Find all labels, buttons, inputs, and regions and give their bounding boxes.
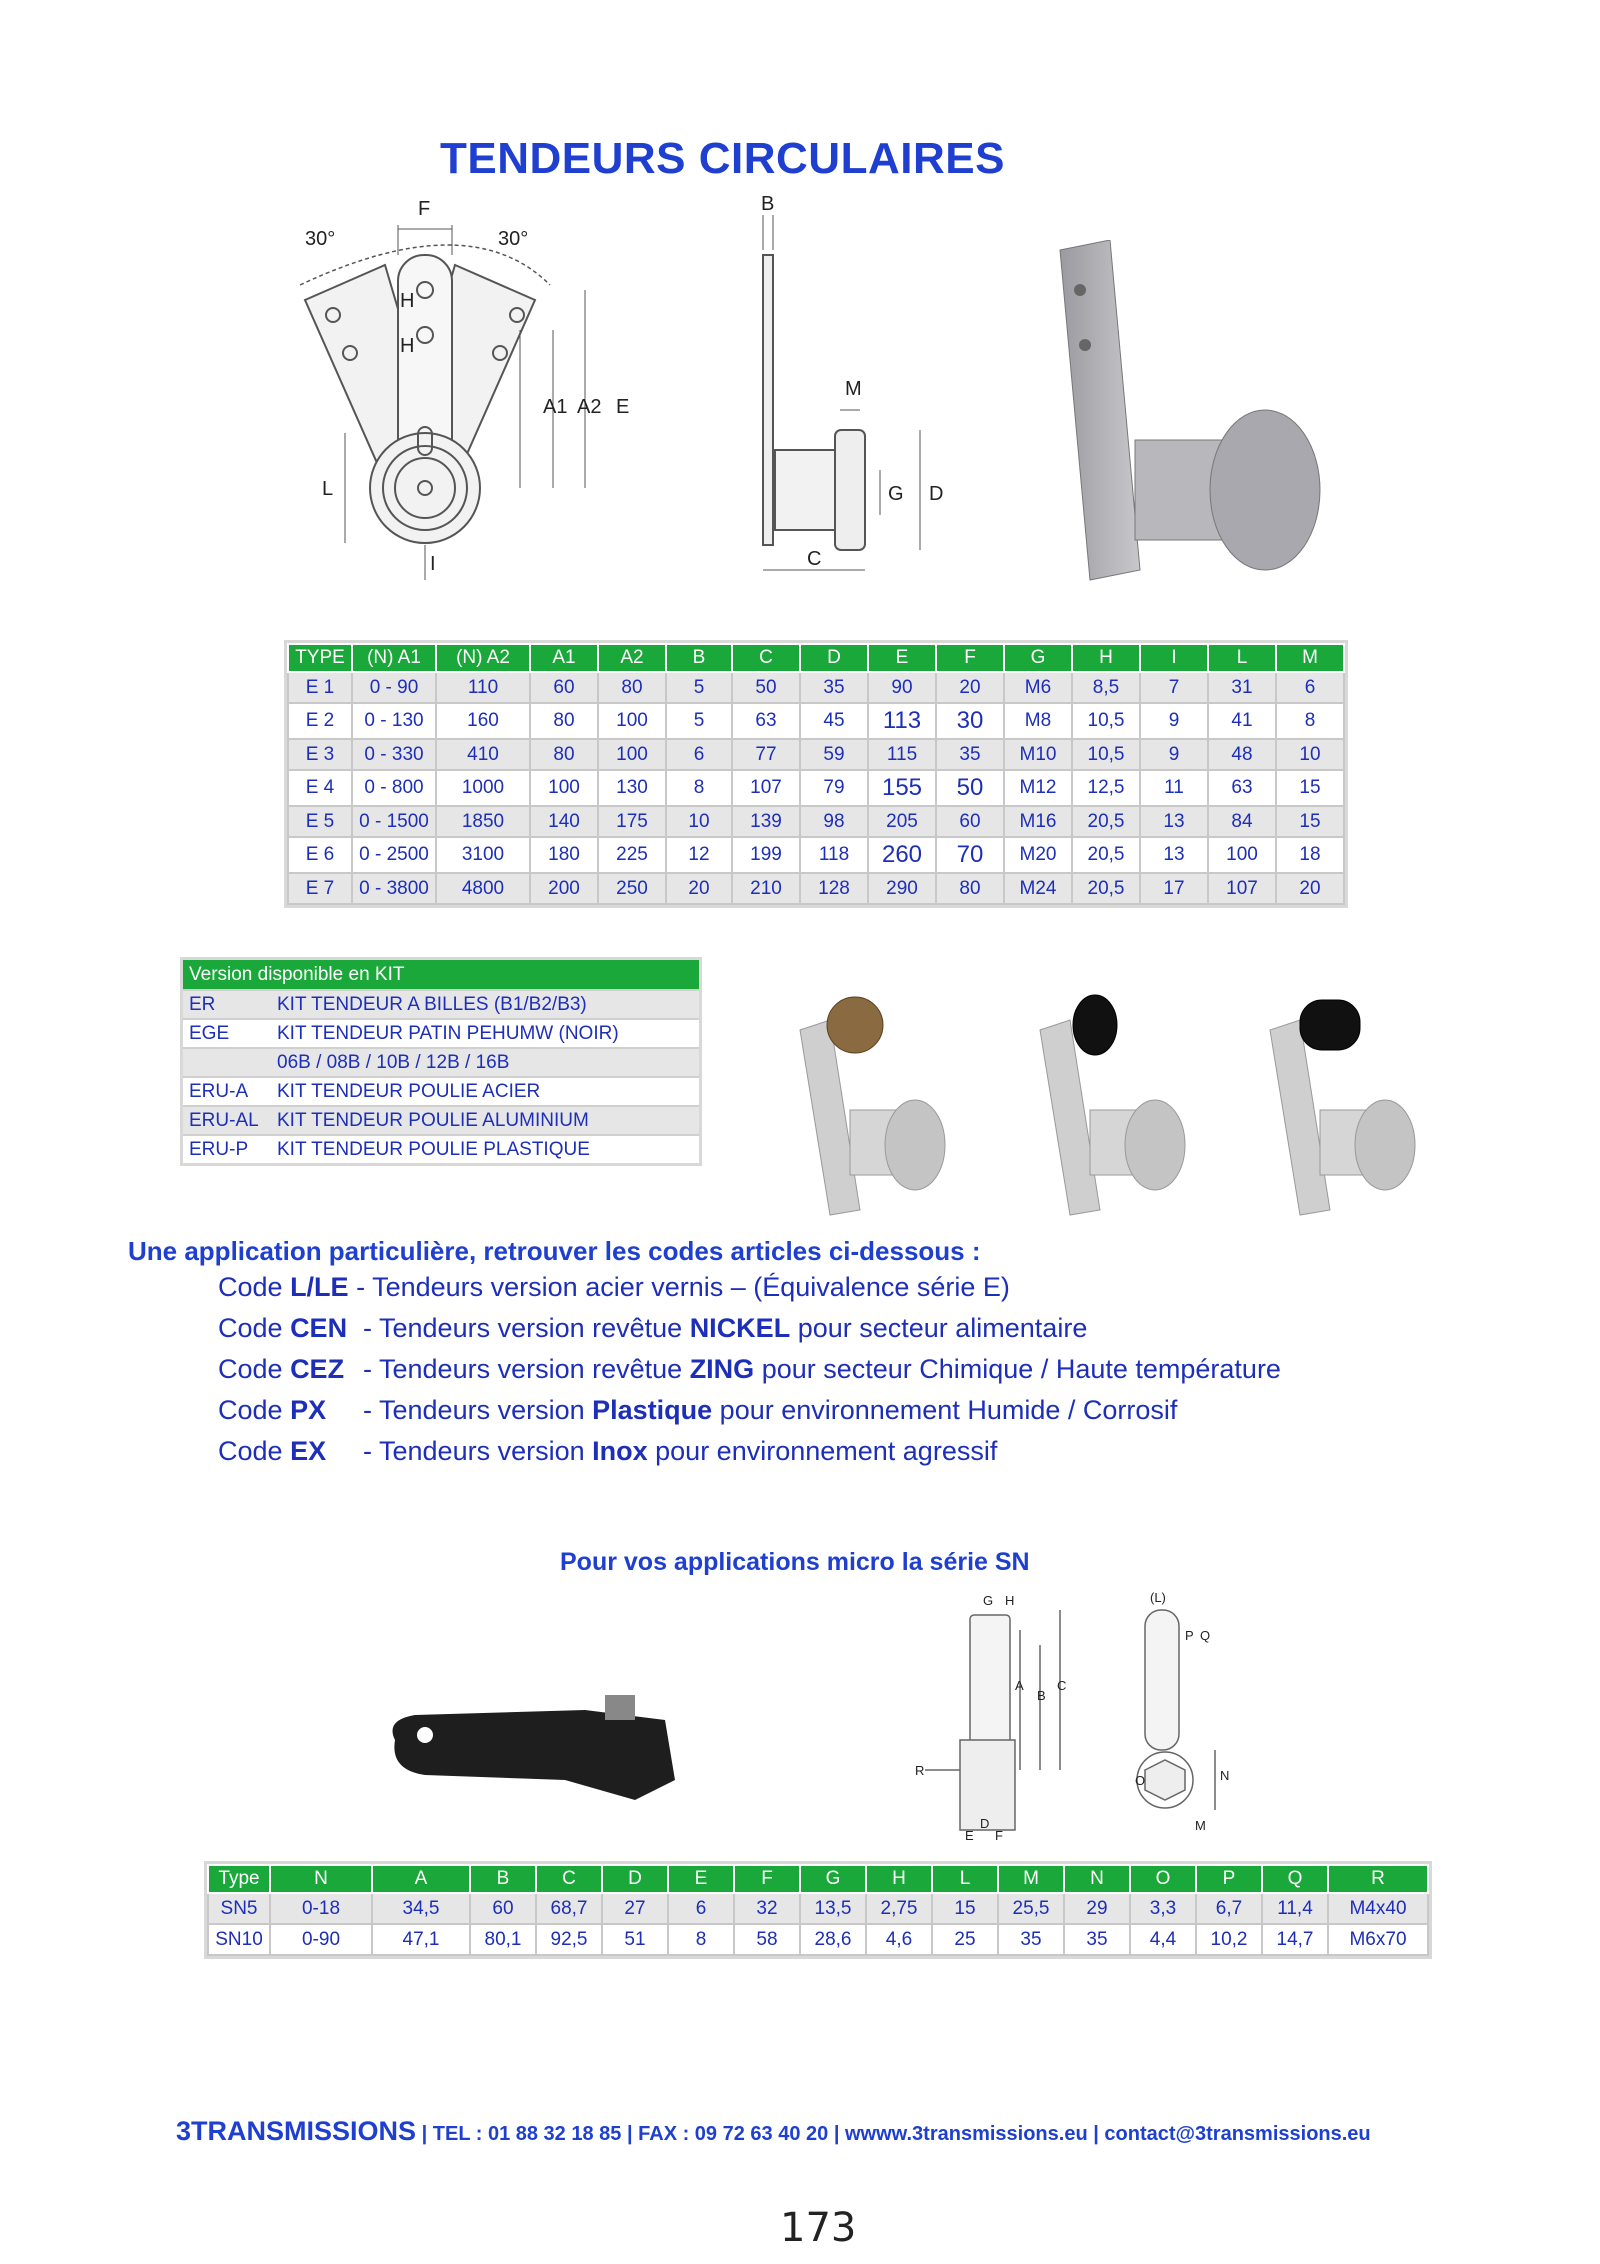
column-header: N — [270, 1865, 372, 1893]
table-cell: 10 — [666, 806, 732, 837]
sn-drawing-label: R — [915, 1763, 925, 1778]
table-cell: E 6 — [288, 837, 352, 873]
table-cell: 130 — [598, 770, 666, 806]
table-cell: 4,6 — [866, 1924, 932, 1955]
kit-row — [183, 1019, 699, 1048]
table-cell: 60 — [530, 672, 598, 703]
column-header: M — [998, 1865, 1064, 1893]
table-cell: 10 — [1276, 739, 1344, 770]
article-code: CEZ — [290, 1354, 345, 1384]
table-cell: 100 — [1208, 837, 1276, 873]
column-header: TYPE — [288, 644, 352, 672]
article-code: EX — [290, 1436, 327, 1466]
column-header: A2 — [598, 644, 666, 672]
dimensions-table-e-series — [287, 643, 1345, 905]
column-header: I — [1140, 644, 1208, 672]
table-cell: 59 — [800, 739, 868, 770]
table-cell: 20,5 — [1072, 806, 1140, 837]
code-material: NICKEL — [689, 1313, 791, 1343]
column-header: H — [1072, 644, 1140, 672]
article-code: CEN — [290, 1313, 348, 1343]
table-cell: 70 — [936, 837, 1004, 873]
table-cell: 0 - 3800 — [352, 873, 436, 904]
table-row — [288, 770, 1344, 806]
footer-tel: TEL : 01 88 32 18 85 — [432, 2123, 622, 2145]
table-cell: 12 — [666, 837, 732, 873]
footer-separator: | — [1087, 2123, 1105, 2145]
tensioner-front-drawing — [280, 195, 670, 585]
label-angle-right: 30° — [498, 228, 529, 250]
table-cell: 205 — [868, 806, 936, 837]
code-usage: pour secteur Chimique / Haute température — [754, 1354, 1281, 1384]
table-cell: 51 — [602, 1924, 668, 1955]
table-cell: SN5 — [208, 1893, 270, 1924]
label-H2: H — [400, 335, 415, 357]
table-cell: 20 — [936, 672, 1004, 703]
label-D: D — [929, 483, 944, 505]
table-cell: 0 - 2500 — [352, 837, 436, 873]
table-cell: 8 — [1276, 703, 1344, 739]
column-header: N — [1064, 1865, 1130, 1893]
table-row — [288, 806, 1344, 837]
table-cell: 48 — [1208, 739, 1276, 770]
table-cell: 10,5 — [1072, 703, 1140, 739]
table-cell: 175 — [598, 806, 666, 837]
sn-product-photo — [385, 1690, 685, 1820]
table-cell: 107 — [1208, 873, 1276, 904]
table-cell: 113 — [868, 703, 936, 739]
label-C: C — [807, 548, 822, 570]
code-material: ZING — [689, 1354, 755, 1384]
table-cell: 50 — [936, 770, 1004, 806]
table-cell: 80 — [598, 672, 666, 703]
code-material: Plastique — [592, 1395, 713, 1425]
footer-email-link[interactable]: contact@3transmissions.eu — [1104, 2123, 1371, 2145]
table-cell: M6x70 — [1328, 1924, 1428, 1955]
table-cell: SN10 — [208, 1924, 270, 1955]
sn-series-heading: Pour vos applications micro la série SN — [560, 1548, 1030, 1576]
column-header: (N) A2 — [436, 644, 530, 672]
table-cell: 13,5 — [800, 1893, 866, 1924]
table-cell: 80 — [936, 873, 1004, 904]
table-cell: 260 — [868, 837, 936, 873]
table-cell: 410 — [436, 739, 530, 770]
table-cell: E 7 — [288, 873, 352, 904]
kit-row — [183, 990, 699, 1019]
table-cell: 80 — [530, 703, 598, 739]
table-cell: 0 - 1500 — [352, 806, 436, 837]
table-cell: 160 — [436, 703, 530, 739]
label-E: E — [616, 396, 630, 418]
table-cell: 13 — [1140, 837, 1208, 873]
table-cell: 110 — [436, 672, 530, 703]
code-description: - Tendeurs version revêtue — [363, 1313, 690, 1343]
table-cell: 107 — [732, 770, 800, 806]
code-usage: pour environnement agressif — [647, 1436, 998, 1466]
article-code: PX — [290, 1395, 327, 1425]
table-cell: E 3 — [288, 739, 352, 770]
column-header: E — [868, 644, 936, 672]
column-header: C — [536, 1865, 602, 1893]
label-H1: H — [400, 290, 415, 312]
kit-code: ER — [183, 990, 271, 1019]
column-header: B — [666, 644, 732, 672]
table-cell: 11 — [1140, 770, 1208, 806]
table-cell: 63 — [1208, 770, 1276, 806]
code-description: - Tendeurs version acier vernis – (Équivalence série E) — [356, 1272, 1010, 1302]
table-cell: 0 - 800 — [352, 770, 436, 806]
table-cell: 140 — [530, 806, 598, 837]
table-cell: 35 — [936, 739, 1004, 770]
footer-separator: | — [416, 2123, 433, 2145]
table-cell: 200 — [530, 873, 598, 904]
footer-separator: | — [828, 2123, 845, 2145]
table-cell: 84 — [1208, 806, 1276, 837]
application-code-line — [218, 1313, 1087, 1344]
column-header: C — [732, 644, 800, 672]
code-prefix: Code — [218, 1436, 291, 1466]
table-cell: 27 — [602, 1893, 668, 1924]
table-cell: 10,5 — [1072, 739, 1140, 770]
table-cell: 118 — [800, 837, 868, 873]
table-cell: 6 — [668, 1893, 734, 1924]
table-cell: 25,5 — [998, 1893, 1064, 1924]
table-row — [288, 703, 1344, 739]
table-cell: 80 — [530, 739, 598, 770]
table-cell: 3,3 — [1130, 1893, 1196, 1924]
table-row — [288, 837, 1344, 873]
applications-heading: Une application particulière, retrouver les codes articles ci-dessous : — [128, 1236, 981, 1266]
label-A2: A2 — [577, 396, 602, 418]
kit-description: KIT TENDEUR POULIE ACIER — [271, 1077, 699, 1106]
table-cell: 100 — [598, 703, 666, 739]
table-cell: 92,5 — [536, 1924, 602, 1955]
column-header: F — [936, 644, 1004, 672]
column-header: (N) A1 — [352, 644, 436, 672]
table-header-row — [288, 644, 1344, 672]
column-header: G — [1004, 644, 1072, 672]
sn-drawing-label: G — [983, 1593, 994, 1608]
label-F: F — [418, 198, 431, 220]
table-cell: 4800 — [436, 873, 530, 904]
article-code: L/LE — [290, 1272, 349, 1302]
sn-technical-drawing — [895, 1590, 1235, 1840]
application-code-line — [218, 1395, 1177, 1426]
table-cell: 8 — [668, 1924, 734, 1955]
table-cell: 6 — [1276, 672, 1344, 703]
table-cell: 1000 — [436, 770, 530, 806]
kit-photo-sprocket — [800, 997, 945, 1215]
table-cell: 8 — [666, 770, 732, 806]
table-cell: 290 — [868, 873, 936, 904]
table-cell: 79 — [800, 770, 868, 806]
table-cell: 10,2 — [1196, 1924, 1262, 1955]
code-usage: pour secteur alimentaire — [790, 1313, 1088, 1343]
table-cell: 63 — [732, 703, 800, 739]
column-header: R — [1328, 1865, 1428, 1893]
table-row — [208, 1924, 1428, 1955]
table-cell: E 2 — [288, 703, 352, 739]
table-cell: 98 — [800, 806, 868, 837]
kit-code: ERU-AL — [183, 1106, 271, 1135]
table-cell: 35 — [800, 672, 868, 703]
code-description: - Tendeurs version — [363, 1436, 593, 1466]
table-cell: 29 — [1064, 1893, 1130, 1924]
table-cell: 2,75 — [866, 1893, 932, 1924]
table-cell: 20 — [666, 873, 732, 904]
footer-fax: FAX : 09 72 63 40 20 — [638, 2123, 829, 2145]
table-row — [288, 739, 1344, 770]
table-cell: 45 — [800, 703, 868, 739]
table-cell: 6,7 — [1196, 1893, 1262, 1924]
table-cell: 31 — [1208, 672, 1276, 703]
code-description: - Tendeurs version — [363, 1395, 593, 1425]
column-header: G — [800, 1865, 866, 1893]
sn-drawing-label: N — [1220, 1768, 1230, 1783]
table-cell: 13 — [1140, 806, 1208, 837]
table-cell: 41 — [1208, 703, 1276, 739]
table-cell: 60 — [470, 1893, 536, 1924]
code-description: - Tendeurs version revêtue — [363, 1354, 690, 1384]
kit-table-header: Version disponible en KIT — [183, 960, 699, 990]
table-cell: 60 — [936, 806, 1004, 837]
sn-drawing-label: P — [1185, 1628, 1194, 1643]
table-cell: 128 — [800, 873, 868, 904]
footer-brand: 3TRANSMISSIONS — [176, 2116, 417, 2146]
code-prefix: Code — [218, 1354, 291, 1384]
column-header: D — [602, 1865, 668, 1893]
table-cell: 68,7 — [536, 1893, 602, 1924]
table-cell: 11,4 — [1262, 1893, 1328, 1924]
application-code-line — [218, 1436, 997, 1467]
table-cell: 77 — [732, 739, 800, 770]
table-cell: 18 — [1276, 837, 1344, 873]
table-cell: 20,5 — [1072, 873, 1140, 904]
table-cell: 58 — [734, 1924, 800, 1955]
code-usage: pour environnement Humide / Corrosif — [712, 1395, 1178, 1425]
table-cell: M4x40 — [1328, 1893, 1428, 1924]
label-B: B — [761, 195, 775, 215]
code-prefix: Code — [218, 1313, 291, 1343]
table-cell: 12,5 — [1072, 770, 1140, 806]
table-cell: 180 — [530, 837, 598, 873]
sn-drawing-label: F — [995, 1828, 1003, 1840]
table-cell: 155 — [868, 770, 936, 806]
page-title: TENDEURS CIRCULAIRES — [440, 134, 1005, 183]
table-cell: 0-18 — [270, 1893, 372, 1924]
application-code-line — [218, 1354, 1281, 1385]
table-cell: 28,6 — [800, 1924, 866, 1955]
table-cell: 7 — [1140, 672, 1208, 703]
label-I: I — [430, 553, 436, 575]
table-cell: 30 — [936, 703, 1004, 739]
table-cell: M6 — [1004, 672, 1072, 703]
column-header: M — [1276, 644, 1344, 672]
kit-photo-pad — [1270, 1000, 1415, 1215]
code-prefix: Code — [218, 1272, 291, 1302]
table-row — [288, 672, 1344, 703]
column-header: O — [1130, 1865, 1196, 1893]
kit-row — [183, 1048, 699, 1077]
column-header: P — [1196, 1865, 1262, 1893]
kit-description: KIT TENDEUR POULIE ALUMINIUM — [271, 1106, 699, 1135]
tensioner-product-photo — [1040, 240, 1340, 590]
table-cell: 15 — [1276, 806, 1344, 837]
column-header: L — [932, 1865, 998, 1893]
column-header: F — [734, 1865, 800, 1893]
table-cell: 9 — [1140, 703, 1208, 739]
label-M: M — [845, 378, 862, 400]
footer-contact — [176, 2116, 1371, 2147]
kit-description: KIT TENDEUR A BILLES (B1/B2/B3) — [271, 990, 699, 1019]
table-cell: 3100 — [436, 837, 530, 873]
kit-description: KIT TENDEUR POULIE PLASTIQUE — [271, 1135, 699, 1163]
kit-code — [183, 1048, 271, 1077]
sn-drawing-label: M — [1195, 1818, 1206, 1833]
table-cell: 5 — [666, 703, 732, 739]
table-cell: 6 — [666, 739, 732, 770]
label-L: L — [322, 478, 334, 500]
kit-code: EGE — [183, 1019, 271, 1048]
footer-separator: | — [621, 2123, 639, 2145]
table-cell: 225 — [598, 837, 666, 873]
table-cell: M20 — [1004, 837, 1072, 873]
kit-row — [183, 1077, 699, 1106]
table-cell: 47,1 — [372, 1924, 470, 1955]
kit-product-photos — [790, 980, 1470, 1220]
sn-drawing-label: A — [1015, 1678, 1024, 1693]
table-cell: 9 — [1140, 739, 1208, 770]
table-cell: 139 — [732, 806, 800, 837]
table-cell: M10 — [1004, 739, 1072, 770]
table-cell: 32 — [734, 1893, 800, 1924]
table-cell: 5 — [666, 672, 732, 703]
kit-versions-table — [183, 960, 699, 1163]
dimensions-table-sn-series — [207, 1864, 1429, 1956]
table-cell: M16 — [1004, 806, 1072, 837]
table-cell: 35 — [1064, 1924, 1130, 1955]
kit-description: KIT TENDEUR PATIN PEHUMW (NOIR) — [271, 1019, 699, 1048]
page-number: 173 — [780, 2205, 857, 2251]
table-cell: E 1 — [288, 672, 352, 703]
column-header: Q — [1262, 1865, 1328, 1893]
table-cell: 20 — [1276, 873, 1344, 904]
kit-row — [183, 1106, 699, 1135]
table-cell: 25 — [932, 1924, 998, 1955]
application-code-line — [218, 1272, 1010, 1303]
column-header: D — [800, 644, 868, 672]
sn-drawing-label: C — [1057, 1678, 1067, 1693]
kit-code: ERU-P — [183, 1135, 271, 1163]
table-cell: 80,1 — [470, 1924, 536, 1955]
column-header: H — [866, 1865, 932, 1893]
column-header: L — [1208, 644, 1276, 672]
table-cell: 50 — [732, 672, 800, 703]
tensioner-side-drawing — [745, 195, 995, 585]
sn-drawing-label: D — [980, 1816, 990, 1831]
table-cell: E 5 — [288, 806, 352, 837]
sn-drawing-label: Q — [1200, 1628, 1211, 1643]
kit-code: ERU-A — [183, 1077, 271, 1106]
kit-photo-roller — [1040, 995, 1185, 1215]
column-header: E — [668, 1865, 734, 1893]
table-row — [208, 1893, 1428, 1924]
table-cell: 34,5 — [372, 1893, 470, 1924]
sn-drawing-label: B — [1037, 1688, 1046, 1703]
table-cell: E 4 — [288, 770, 352, 806]
code-prefix: Code — [218, 1395, 291, 1425]
table-cell: 15 — [1276, 770, 1344, 806]
table-cell: 15 — [932, 1893, 998, 1924]
table-cell: 0 - 330 — [352, 739, 436, 770]
label-angle-left: 30° — [305, 228, 336, 250]
table-cell: 0 - 130 — [352, 703, 436, 739]
table-row — [288, 873, 1344, 904]
table-cell: 20,5 — [1072, 837, 1140, 873]
column-header: A — [372, 1865, 470, 1893]
column-header: B — [470, 1865, 536, 1893]
label-G: G — [888, 483, 904, 505]
table-cell: 14,7 — [1262, 1924, 1328, 1955]
table-cell: 210 — [732, 873, 800, 904]
table-cell: 90 — [868, 672, 936, 703]
table-cell: 35 — [998, 1924, 1064, 1955]
table-cell: 100 — [530, 770, 598, 806]
table-cell: M24 — [1004, 873, 1072, 904]
table-cell: 8,5 — [1072, 672, 1140, 703]
sn-drawing-label: O — [1135, 1773, 1146, 1788]
table-cell: 1850 — [436, 806, 530, 837]
table-cell: 0 - 90 — [352, 672, 436, 703]
column-header: A1 — [530, 644, 598, 672]
table-cell: 4,4 — [1130, 1924, 1196, 1955]
kit-row — [183, 1135, 699, 1163]
code-material: Inox — [592, 1436, 648, 1466]
table-cell: 100 — [598, 739, 666, 770]
sn-drawing-label: (L) — [1150, 1590, 1166, 1605]
column-header: Type — [208, 1865, 270, 1893]
kit-description: 06B / 08B / 10B / 12B / 16B — [271, 1048, 699, 1077]
table-cell: 0-90 — [270, 1924, 372, 1955]
table-cell: M8 — [1004, 703, 1072, 739]
table-cell: 17 — [1140, 873, 1208, 904]
table-header-row — [208, 1865, 1428, 1893]
label-A1: A1 — [543, 396, 568, 418]
table-cell: 199 — [732, 837, 800, 873]
table-cell: 115 — [868, 739, 936, 770]
sn-drawing-label: H — [1005, 1593, 1015, 1608]
sn-drawing-label: E — [965, 1828, 974, 1840]
table-cell: M12 — [1004, 770, 1072, 806]
footer-website-link[interactable]: wwww.3transmissions.eu — [845, 2123, 1088, 2145]
table-cell: 250 — [598, 873, 666, 904]
